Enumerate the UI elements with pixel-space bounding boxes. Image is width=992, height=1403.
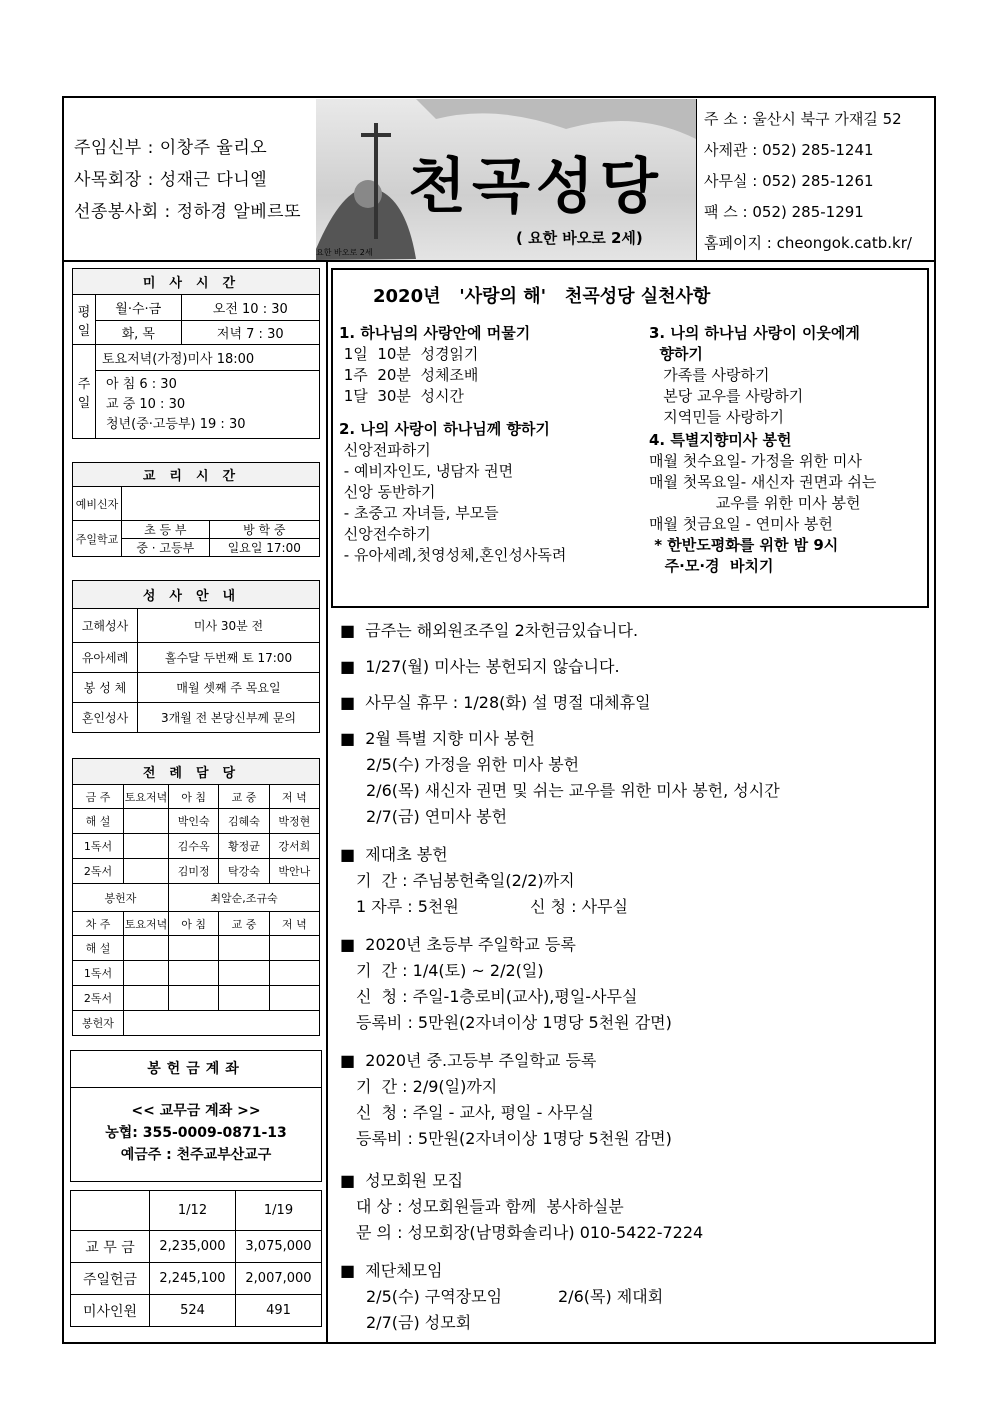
catechumen-label: 예비신자	[73, 487, 122, 521]
finance-label: 미사인원	[71, 1295, 150, 1327]
liturgy-cell: 김혜숙	[219, 809, 269, 834]
liturgy-col: 토요저녁	[124, 912, 169, 936]
liturgy-cell: 박안나	[269, 859, 319, 884]
practice-line: 향하기	[649, 345, 703, 363]
practice-line: 교우를 위한 미사 봉헌	[649, 494, 861, 512]
mass-title: 미사시간	[73, 269, 320, 295]
church-name: 천곡성당	[408, 152, 664, 222]
liturgy-role: 1독서	[73, 834, 124, 859]
finance-label: 주일헌금	[71, 1263, 150, 1295]
practice-line: - 유아세례,첫영성체,혼인성사독려	[339, 546, 567, 564]
funeral-line: 선종봉사회 : 정하경 알베르또	[74, 202, 302, 222]
mass-times-table	[72, 268, 320, 439]
liturgy-cell	[124, 809, 169, 834]
liturgy-col: 아 침	[169, 785, 219, 809]
practice-line: 3. 나의 하나님 사랑이 이웃에게	[649, 324, 860, 342]
liturgy-cell: 박정현	[269, 809, 319, 834]
liturgy-col: 교 중	[219, 785, 269, 809]
clergy-info	[74, 132, 301, 228]
notice-1: ■ 금주는 해외원조주일 2차헌금있습니다.	[340, 621, 639, 640]
weekday-time: 오전 10 : 30	[181, 295, 319, 321]
sacrament-name: 고해성사	[73, 609, 138, 643]
notice-9-item: 2/7(금) 성모회	[366, 1313, 472, 1332]
sacrament-name: 봉 성 체	[73, 673, 138, 703]
practice-line: 본당 교우를 사랑하기	[649, 387, 804, 405]
liturgy-role: 해 설	[73, 936, 124, 961]
account-lines	[71, 1100, 321, 1166]
elementary-label: 초 등 부	[122, 521, 210, 539]
notice-6-item: 신 청 : 주일-1층로비(교사),평일-사무실	[356, 987, 638, 1006]
header-divider	[62, 260, 936, 262]
church-banner	[316, 99, 697, 260]
liturgy-col: 아 침	[169, 912, 219, 936]
catechism-table	[72, 462, 320, 557]
notice-6-item: 기 간 : 1/4(토) ~ 2/2(일)	[356, 961, 544, 980]
square-bullet-icon: ■	[340, 1171, 356, 1190]
weekday-days: 화, 목	[96, 321, 182, 345]
address-line: 주 소 : 울산시 북구 가재길 52	[704, 110, 902, 128]
office-line: 사무실 : 052) 285-1261	[704, 172, 874, 190]
account-title: 봉헌금계좌	[71, 1051, 321, 1088]
square-bullet-icon: ■	[340, 693, 356, 712]
practice-line: 1. 하나님의 사랑안에 머물기	[339, 324, 531, 342]
finance-value: 2,245,100	[150, 1263, 236, 1295]
practice-line: 지역민들 사랑하기	[649, 408, 784, 426]
sacrament-info: 3개월 전 본당신부께 문의	[138, 703, 320, 733]
notice-4-item: 2/7(금) 연미사 봉헌	[366, 807, 508, 826]
notice-9-item: 2/5(수) 구역장모임 2/6(목) 제대회	[366, 1287, 664, 1306]
liturgy-role: 해 설	[73, 809, 124, 834]
square-bullet-icon: ■	[340, 729, 356, 748]
liturgy-cell: 황정균	[219, 834, 269, 859]
square-bullet-icon: ■	[340, 1051, 356, 1070]
liturgy-col: 저 녁	[269, 785, 319, 809]
practice-line: 가족를 사랑하기	[649, 366, 770, 384]
priest-line: 주임신부 : 이창주 율리오	[74, 138, 268, 158]
vacation-label: 방 학 중	[209, 521, 319, 539]
finance-value: 2,235,000	[150, 1231, 236, 1263]
notice-5: ■ 제대초 봉헌	[340, 845, 448, 864]
contact-info	[704, 104, 912, 259]
notice-7: ■ 2020년 중.고등부 주일학교 등록	[340, 1051, 597, 1070]
liturgy-cell: 박인숙	[169, 809, 219, 834]
middle-high-label: 중 · 고등부	[122, 539, 210, 557]
notice-7-item: 등록비 : 5만원(2자녀이상 1명당 5천원 감면)	[356, 1129, 672, 1148]
finance-date: 1/12	[150, 1191, 236, 1231]
sunday-mass-row: 교 중 10 : 30	[106, 396, 186, 412]
notice-6-item: 등록비 : 5만원(2자녀이상 1명당 5천원 감면)	[356, 1013, 672, 1032]
liturgy-cell: 김미정	[169, 859, 219, 884]
notice-4-item: 2/6(목) 새신자 권면 및 쉬는 교우를 위한 미사 봉헌, 성시간	[366, 781, 780, 800]
rectory-line: 사제관 : 052) 285-1241	[704, 141, 874, 159]
finance-value: 2,007,000	[236, 1263, 322, 1295]
practice-line: - 예비자인도, 냉담자 권면	[339, 462, 514, 480]
liturgy-table	[72, 758, 320, 1036]
account-box	[70, 1050, 322, 1182]
sacrament-info: 미사 30분 전	[138, 609, 320, 643]
fax-line: 팩 스 : 052) 285-1291	[704, 203, 864, 221]
notice-6: ■ 2020년 초등부 주일학교 등록	[340, 935, 576, 954]
homepage-line[interactable]: 홈페이지 : cheongok.catb.kr/	[704, 234, 912, 252]
finance-value: 3,075,000	[236, 1231, 322, 1263]
practice-line: 4. 특별지향미사 봉헌	[649, 431, 792, 449]
sunday-masses	[96, 371, 320, 439]
saturday-mass: 토요저녁(가정)미사 18:00	[96, 345, 320, 371]
practice-line: 매월 첫목요일- 새신자 권면과 쉬는	[649, 473, 877, 491]
weekday-time: 저녁 7 : 30	[181, 321, 319, 345]
weekday-label: 평일	[73, 295, 96, 345]
liturgy-cell: 강서희	[269, 834, 319, 859]
notice-2: ■ 1/27(월) 미사는 봉헌되지 않습니다.	[340, 657, 620, 676]
liturgy-cell	[124, 859, 169, 884]
notice-5-item: 기 간 : 주님봉헌축일(2/2)까지	[356, 871, 575, 890]
image-caption: 요한 바오로 2세	[316, 248, 373, 257]
practice-box	[331, 268, 929, 608]
column-divider	[326, 260, 328, 1344]
notice-7-item: 기 간 : 2/9(일)까지	[356, 1077, 498, 1096]
practice-line: 2. 나의 사랑이 하나님께 향하기	[339, 420, 550, 438]
catechism-title: 교리시간	[73, 463, 320, 487]
square-bullet-icon: ■	[340, 1261, 356, 1280]
liturgy-title: 전례담당	[73, 759, 320, 785]
offertory-label: 봉헌자	[73, 884, 169, 912]
sunday-mass-row: 청년(중·고등부) 19 : 30	[106, 416, 246, 432]
practice-line: 매월 첫수요일- 가정을 위한 미사	[649, 452, 862, 470]
practice-line: 신앙전파하기	[339, 441, 431, 459]
church-patron: ( 요한 바오로 2세)	[516, 229, 643, 247]
notice-4-item: 2/5(수) 가정을 위한 미사 봉헌	[366, 755, 580, 774]
notice-8: ■ 성모회원 모집	[340, 1171, 464, 1190]
liturgy-cell: 김수옥	[169, 834, 219, 859]
practice-title: 2020년 '사랑의 해' 천곡성당 실천사항	[373, 286, 711, 307]
square-bullet-icon: ■	[340, 935, 356, 954]
liturgy-role: 1독서	[73, 961, 124, 986]
square-bullet-icon: ■	[340, 845, 356, 864]
practice-line: - 초중고 자녀들, 부모들	[339, 504, 499, 522]
offertory-value: 최알순,조규숙	[169, 884, 320, 912]
sunday-mass-row: 아 침 6 : 30	[106, 376, 177, 392]
practice-line: * 한반도평화를 위한 밤 9시	[649, 536, 839, 554]
practice-line: 신앙 동반하기	[339, 483, 436, 501]
sunday-label: 주일	[73, 345, 96, 439]
notice-8-item: 대 상 : 성모회원들과 함께 봉사하실분	[356, 1197, 624, 1216]
sacrament-name: 유아세례	[73, 643, 138, 673]
middle-high-time: 일요일 17:00	[209, 539, 319, 557]
weekday-days: 월·수·금	[96, 295, 182, 321]
practice-line: 주·모·경 바치기	[649, 557, 774, 575]
sacrament-info: 매월 셋째 주 목요일	[138, 673, 320, 703]
sunday-school-label: 주일학교	[73, 521, 122, 557]
finance-value: 524	[150, 1295, 236, 1327]
liturgy-col: 교 중	[219, 912, 269, 936]
liturgy-col: 차 주	[73, 912, 124, 936]
practice-line: 1달 30분 성시간	[339, 387, 464, 405]
account-heading: << 교무금 계좌 >>	[131, 1103, 261, 1119]
finance-date: 1/19	[236, 1191, 322, 1231]
council-line: 사목회장 : 성재근 다니엘	[74, 170, 268, 190]
liturgy-col: 저 녁	[269, 912, 319, 936]
sacrament-name: 혼인성사	[73, 703, 138, 733]
liturgy-col: 토요저녁	[124, 785, 169, 809]
notice-8-item: 문 의 : 성모회장(남명화솔리나) 010-5422-7224	[356, 1223, 704, 1242]
practice-line: 신앙전수하기	[339, 525, 431, 543]
liturgy-cell	[124, 834, 169, 859]
practice-line: 매월 첫금요일 - 연미사 봉헌	[649, 515, 833, 533]
practice-line: 1일 10분 성경읽기	[339, 345, 479, 363]
liturgy-cell: 탁강숙	[219, 859, 269, 884]
square-bullet-icon: ■	[340, 621, 356, 640]
finance-label: 교 무 금	[71, 1231, 150, 1263]
liturgy-col: 금 주	[73, 785, 124, 809]
sacrament-info: 홀수달 두번째 토 17:00	[138, 643, 320, 673]
notice-5-item: 1 자루 : 5천원 신 청 : 사무실	[356, 897, 628, 916]
sacraments-title: 성사안내	[73, 581, 320, 609]
square-bullet-icon: ■	[340, 657, 356, 676]
notice-7-item: 신 청 : 주일 - 교사, 평일 - 사무실	[356, 1103, 594, 1122]
liturgy-role: 2독서	[73, 859, 124, 884]
account-number: 농협: 355-0009-0871-13	[105, 1125, 287, 1141]
account-holder: 예금주 : 천주교부산교구	[120, 1147, 272, 1163]
practice-line: 1주 20분 성체조배	[339, 366, 479, 384]
notice-3: ■ 사무실 휴무 : 1/28(화) 설 명절 대체휴일	[340, 693, 651, 712]
finance-value: 491	[236, 1295, 322, 1327]
notice-4: ■ 2월 특별 지향 미사 봉헌	[340, 729, 535, 748]
notice-9: ■ 제단체모임	[340, 1261, 443, 1280]
offertory-label: 봉헌자	[73, 1011, 124, 1036]
liturgy-role: 2독서	[73, 986, 124, 1011]
finance-table	[70, 1190, 322, 1327]
sacraments-table	[72, 580, 320, 733]
